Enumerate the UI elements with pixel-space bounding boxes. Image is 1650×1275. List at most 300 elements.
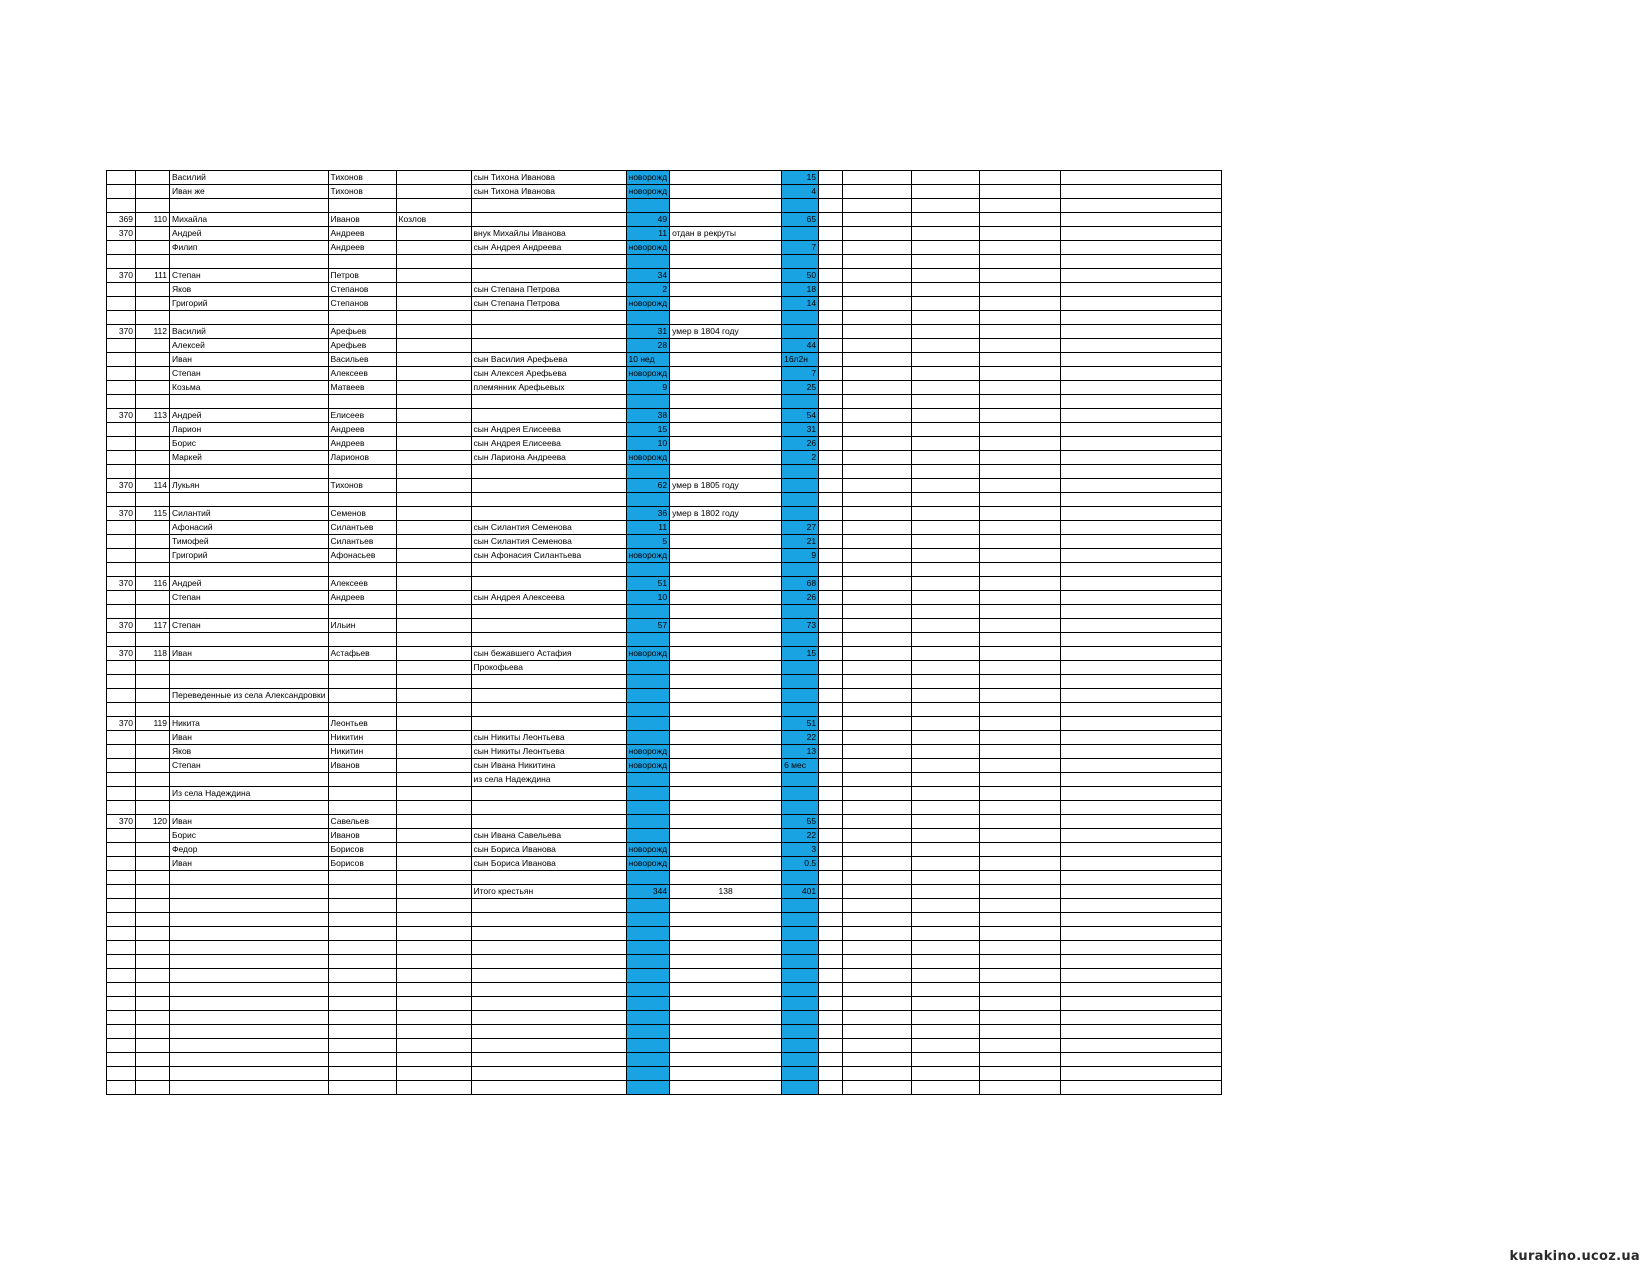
table-cell [819,619,843,633]
table-cell [396,745,471,759]
table-cell [170,675,329,689]
table-cell [670,423,782,437]
table-cell [396,241,471,255]
table-cell [626,1025,670,1039]
table-cell [170,661,329,675]
table-cell [1061,283,1222,297]
table-cell [843,745,912,759]
table-cell [843,437,912,451]
table-cell [136,927,170,941]
table-cell [136,1039,170,1053]
table-cell [782,689,819,703]
table-cell [107,675,136,689]
table-cell: Тихонов [328,171,396,185]
table-cell [843,927,912,941]
table-cell [107,395,136,409]
table-cell [843,717,912,731]
table-row [107,731,1222,745]
table-cell [670,773,782,787]
table-cell [912,577,980,591]
table-cell [107,913,136,927]
table-cell [107,591,136,605]
table-cell [107,731,136,745]
table-cell: сын Тихона Иванова [471,185,626,199]
table-cell [670,759,782,773]
table-cell [912,633,980,647]
table-cell [107,297,136,311]
table-row [107,381,1222,395]
table-cell [170,1039,329,1053]
table-cell [912,479,980,493]
table-cell [670,1025,782,1039]
table-cell [843,283,912,297]
table-cell [328,1067,396,1081]
table-cell [107,885,136,899]
table-cell [136,241,170,255]
table-cell [819,241,843,255]
table-row [107,829,1222,843]
table-cell: сын Ивана Савельева [471,829,626,843]
table-cell [471,465,626,479]
table-cell [782,1011,819,1025]
table-cell [1061,535,1222,549]
table-cell [843,773,912,787]
table-cell: из села Надеждина [471,773,626,787]
table-row [107,1067,1222,1081]
table-cell [782,969,819,983]
table-cell [670,297,782,311]
table-cell: сын Никиты Леонтьева [471,745,626,759]
table-cell [396,927,471,941]
table-cell [980,563,1061,577]
table-cell [912,381,980,395]
table-cell [782,605,819,619]
table-cell [396,675,471,689]
table-cell [670,381,782,395]
table-cell [670,619,782,633]
table-cell: 15 [782,647,819,661]
table-cell [396,913,471,927]
table-cell: Андреев [328,591,396,605]
table-cell [843,269,912,283]
table-cell [626,983,670,997]
table-cell [912,1067,980,1081]
table-cell [136,381,170,395]
table-cell [471,255,626,269]
table-cell [843,297,912,311]
table-cell [170,395,329,409]
table-cell [328,1039,396,1053]
table-cell [843,521,912,535]
table-cell [170,199,329,213]
table-cell [107,843,136,857]
table-cell [107,171,136,185]
table-cell: Григорий [170,297,329,311]
table-cell [912,549,980,563]
table-cell [782,801,819,815]
table-cell [819,297,843,311]
table-cell: 344 [626,885,670,899]
table-cell: 62 [626,479,670,493]
table-cell [396,185,471,199]
table-cell [471,269,626,283]
table-cell [980,325,1061,339]
table-cell [1061,633,1222,647]
table-cell [136,731,170,745]
table-cell [1061,731,1222,745]
table-cell [843,325,912,339]
table-cell: Ильин [328,619,396,633]
table-cell [107,1067,136,1081]
table-cell [396,409,471,423]
table-cell [1061,437,1222,451]
table-cell [136,955,170,969]
table-cell [912,353,980,367]
table-row [107,1081,1222,1095]
table-cell [912,325,980,339]
table-cell: 3 [782,843,819,857]
table-cell [670,353,782,367]
table-cell [328,955,396,969]
table-cell [396,311,471,325]
table-cell: Борис [170,437,329,451]
table-cell [1061,941,1222,955]
table-cell [912,885,980,899]
table-cell [819,199,843,213]
table-cell: Степанов [328,283,396,297]
table-cell [471,1053,626,1067]
table-cell [912,241,980,255]
table-cell [670,801,782,815]
table-cell [912,787,980,801]
table-cell [980,787,1061,801]
table-cell: 9 [782,549,819,563]
table-row [107,983,1222,997]
table-cell [980,871,1061,885]
table-cell [912,493,980,507]
table-cell [843,1011,912,1025]
table-cell: 370 [107,815,136,829]
table-cell [170,1025,329,1039]
table-row [107,563,1222,577]
table-cell: 0.5 [782,857,819,871]
table-cell [670,927,782,941]
table-cell [819,633,843,647]
table-cell [107,801,136,815]
table-cell [980,731,1061,745]
table-cell [782,997,819,1011]
table-cell [782,227,819,241]
table-cell: сын Степана Петрова [471,297,626,311]
table-row [107,269,1222,283]
table-cell [1061,759,1222,773]
table-cell [471,899,626,913]
table-cell [396,941,471,955]
table-cell [396,759,471,773]
table-cell: 27 [782,521,819,535]
table-cell [471,325,626,339]
table-cell [670,913,782,927]
table-cell [782,325,819,339]
table-cell [471,563,626,577]
table-cell: Ларионов [328,451,396,465]
table-cell [136,983,170,997]
table-cell: Федор [170,843,329,857]
table-cell [843,815,912,829]
table-cell [670,1011,782,1025]
table-cell [1061,353,1222,367]
table-cell [819,899,843,913]
table-cell [912,171,980,185]
table-row [107,437,1222,451]
table-cell [1061,717,1222,731]
table-cell: 370 [107,507,136,521]
table-cell [396,689,471,703]
table-cell [396,633,471,647]
table-cell [136,339,170,353]
table-cell [396,1025,471,1039]
table-row [107,465,1222,479]
table-cell [980,913,1061,927]
table-cell [912,535,980,549]
table-cell: 2 [626,283,670,297]
table-cell: Арефьев [328,325,396,339]
table-cell [980,703,1061,717]
table-cell [843,535,912,549]
table-cell [1061,549,1222,563]
table-cell [782,1025,819,1039]
table-cell [980,745,1061,759]
census-table [106,170,1222,1095]
table-row [107,199,1222,213]
table-cell [396,899,471,913]
table-cell [1061,199,1222,213]
table-cell: 119 [136,717,170,731]
table-row [107,367,1222,381]
table-cell: 370 [107,619,136,633]
table-cell [136,465,170,479]
table-cell [396,647,471,661]
table-cell [396,381,471,395]
table-cell: 120 [136,815,170,829]
table-cell [980,409,1061,423]
table-cell [136,311,170,325]
table-cell [328,997,396,1011]
table-cell: 113 [136,409,170,423]
table-cell [980,969,1061,983]
table-cell [843,997,912,1011]
table-cell [819,647,843,661]
table-cell: Козлов [396,213,471,227]
table-cell [170,801,329,815]
table-cell: Леонтьев [328,717,396,731]
watermark: kurakino.ucoz.ua [1509,1249,1640,1264]
table-cell [396,829,471,843]
table-cell [396,843,471,857]
table-cell: Козьма [170,381,329,395]
table-cell [782,913,819,927]
table-cell [819,843,843,857]
table-cell [819,913,843,927]
table-cell [170,633,329,647]
table-cell [471,619,626,633]
table-cell: Алексеев [328,367,396,381]
table-cell [328,493,396,507]
table-cell [396,479,471,493]
table-cell: умер в 1805 году [670,479,782,493]
table-cell [670,605,782,619]
table-cell [136,661,170,675]
table-cell [843,871,912,885]
table-cell [912,801,980,815]
table-cell [471,689,626,703]
table-cell [1061,521,1222,535]
table-cell [980,1067,1061,1081]
table-cell [328,605,396,619]
table-cell [107,633,136,647]
table-row [107,619,1222,633]
table-row [107,801,1222,815]
table-cell [980,591,1061,605]
table-cell [1061,171,1222,185]
table-cell [396,801,471,815]
table-cell: Андрей [170,409,329,423]
table-cell [396,591,471,605]
table-cell [843,227,912,241]
table-cell [980,689,1061,703]
table-cell [626,941,670,955]
table-cell: Степан [170,759,329,773]
table-cell [843,493,912,507]
table-cell [980,395,1061,409]
table-cell [912,1039,980,1053]
table-cell: Василий [170,325,329,339]
table-cell: 5 [626,535,670,549]
table-cell [626,689,670,703]
table-cell: 370 [107,269,136,283]
table-cell [107,185,136,199]
table-cell [471,409,626,423]
table-cell [136,969,170,983]
table-cell [396,703,471,717]
table-cell [396,619,471,633]
table-cell: 22 [782,829,819,843]
table-cell [670,633,782,647]
table-cell [626,871,670,885]
table-cell [843,381,912,395]
table-cell [107,1053,136,1067]
table-cell [471,913,626,927]
table-cell: 370 [107,479,136,493]
table-row [107,815,1222,829]
table-cell [136,171,170,185]
table-cell [136,885,170,899]
table-cell [843,171,912,185]
table-cell: новорожд [626,745,670,759]
table-cell [328,563,396,577]
table-cell [819,661,843,675]
table-cell: Елисеев [328,409,396,423]
table-cell [107,983,136,997]
table-cell [396,661,471,675]
table-cell [626,731,670,745]
table-cell [912,199,980,213]
table-cell [626,815,670,829]
table-cell: Филип [170,241,329,255]
table-cell [980,255,1061,269]
table-cell [626,199,670,213]
table-cell [396,1011,471,1025]
table-cell [980,213,1061,227]
table-cell: Михайла [170,213,329,227]
table-cell [626,899,670,913]
table-cell [626,969,670,983]
table-cell [396,339,471,353]
table-cell [819,451,843,465]
table-cell [782,633,819,647]
table-cell [819,493,843,507]
table-cell: Степан [170,619,329,633]
table-cell [107,381,136,395]
table-cell [396,563,471,577]
table-cell: 138 [670,885,782,899]
table-row [107,1053,1222,1067]
table-cell [136,227,170,241]
table-cell [396,521,471,535]
table-cell [670,703,782,717]
table-cell [912,675,980,689]
table-cell [1061,465,1222,479]
table-cell [1061,1025,1222,1039]
table-cell [843,1067,912,1081]
table-cell: Никитин [328,731,396,745]
table-cell [980,983,1061,997]
table-cell [396,1081,471,1095]
table-cell [471,983,626,997]
table-cell [819,535,843,549]
table-cell [170,255,329,269]
table-cell [1061,1011,1222,1025]
table-cell [980,521,1061,535]
table-cell: сын Силантия Семенова [471,521,626,535]
table-cell [843,1053,912,1067]
table-cell: Борисов [328,843,396,857]
table-cell [1061,815,1222,829]
table-cell [912,871,980,885]
table-cell [396,1053,471,1067]
table-cell: сын Тихона Иванова [471,171,626,185]
table-cell [670,843,782,857]
table-cell [670,339,782,353]
table-cell: 9 [626,381,670,395]
table-cell [912,409,980,423]
table-cell [471,1067,626,1081]
table-cell: сын Силантия Семенова [471,535,626,549]
table-cell [819,423,843,437]
table-cell [136,829,170,843]
table-cell: 54 [782,409,819,423]
table-cell [396,297,471,311]
table-cell [843,549,912,563]
table-cell: Астафьев [328,647,396,661]
table-cell [670,493,782,507]
table-cell [670,689,782,703]
table-cell [980,717,1061,731]
table-cell [136,857,170,871]
table-cell [1061,325,1222,339]
table-cell [107,521,136,535]
table-row [107,339,1222,353]
